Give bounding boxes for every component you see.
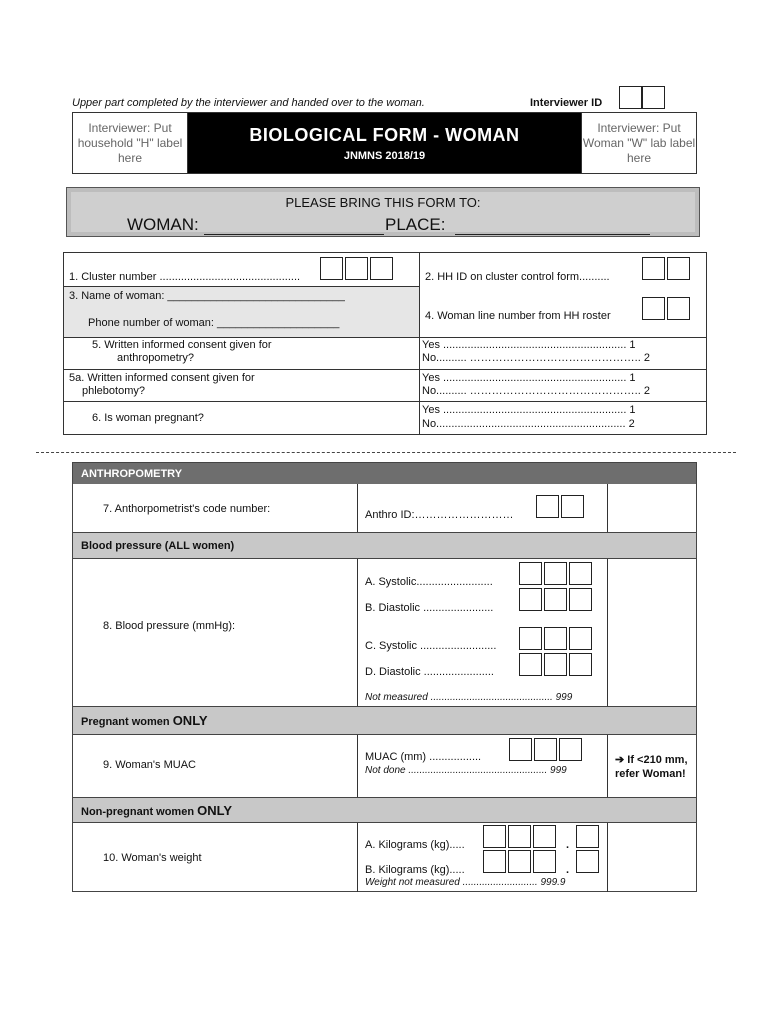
systolic-c-box[interactable] (569, 627, 592, 650)
kg-b-box[interactable] (533, 850, 556, 873)
systolic-c-field[interactable] (519, 627, 592, 650)
diastolic-b-label: B. Diastolic ....................... (365, 602, 494, 614)
anthropometry-title: ANTHROPOMETRY (73, 463, 696, 484)
weight-not-measured-option[interactable]: Weight not measured ........................... 999.9 (365, 877, 566, 888)
nonpregnant-section-label: Non-pregnant women (81, 806, 195, 818)
place-label: PLACE: (385, 215, 446, 234)
diastolic-b-box[interactable] (519, 588, 542, 611)
form-title: BIOLOGICAL FORM - WOMAN (249, 125, 520, 145)
bp-section-header: Blood pressure (ALL women) (73, 532, 696, 559)
anthro-id-label: Anthro ID:……………………… (365, 509, 514, 521)
kg-b-decimal-box[interactable] (576, 850, 599, 873)
place-line[interactable] (455, 234, 650, 235)
kg-a-decimal-box[interactable] (576, 825, 599, 848)
muac-box[interactable] (559, 738, 582, 761)
muac-label: MUAC (mm) ................. (365, 751, 482, 763)
interviewer-id-box[interactable] (642, 86, 665, 109)
q4-line-number-label: 4. Woman line number from HH roster (425, 310, 611, 322)
q5-consent-label: 5. Written informed consent given for (92, 339, 272, 351)
diastolic-d-box[interactable] (569, 653, 592, 676)
form-subtitle: JNMNS 2018/19 (343, 150, 426, 162)
cut-line (36, 452, 736, 453)
systolic-a-box[interactable] (519, 562, 542, 585)
systolic-a-label: A. Systolic......................... (365, 576, 493, 588)
pregnant-only-label: ONLY (172, 713, 208, 728)
q5-no-option[interactable]: No.......... ……………………………………….. 2 (422, 352, 650, 364)
q1-cluster-number-label: 1. Cluster number .............................................. (69, 271, 301, 283)
kg-a-decimal: . (566, 839, 570, 851)
diastolic-d-field[interactable] (519, 653, 592, 676)
q5-consent-label-2: anthropometry? (117, 352, 195, 364)
q6-pregnant-label: 6. Is woman pregnant? (92, 412, 204, 424)
q5-yes-option[interactable]: Yes ............................................................ 1 (422, 339, 636, 351)
cluster-number-field[interactable] (320, 257, 393, 280)
line-number-field[interactable] (642, 297, 690, 320)
pregnant-section-label: Pregnant women (81, 716, 170, 728)
systolic-c-label: C. Systolic ......................... (365, 640, 497, 652)
woman-label: WOMAN: (127, 215, 199, 234)
hh-id-box[interactable] (667, 257, 690, 280)
bp-not-measured-option[interactable]: Not measured ............................................ 999 (365, 692, 573, 703)
cluster-box[interactable] (320, 257, 343, 280)
anthro-id-box[interactable] (536, 495, 559, 518)
diastolic-d-box[interactable] (544, 653, 567, 676)
pregnant-section-header (73, 706, 696, 735)
systolic-c-box[interactable] (519, 627, 542, 650)
hh-id-box[interactable] (642, 257, 665, 280)
systolic-c-box[interactable] (544, 627, 567, 650)
q7-code-label: 7. Anthorpometrist's code number: (103, 503, 271, 515)
kg-b-box[interactable] (508, 850, 531, 873)
refer-note: ➔ If <210 mm, refer Woman! (615, 754, 688, 780)
kg-b-decimal-field[interactable] (576, 850, 599, 873)
q5a-consent-label-2: phlebotomy? (82, 385, 145, 397)
kg-b-field[interactable] (483, 850, 556, 873)
household-label-area: Interviewer: Put household "H" label here (73, 113, 188, 173)
diastolic-b-field[interactable] (519, 588, 592, 611)
anthro-id-box[interactable] (561, 495, 584, 518)
form-header (72, 112, 697, 174)
anthropometry-table (72, 462, 697, 892)
instruction-note: Upper part completed by the interviewer and handed over to the woman. (72, 97, 425, 109)
kg-b-decimal: . (566, 864, 570, 876)
q10-weight-label: 10. Woman's weight (103, 852, 202, 864)
kg-a-box[interactable] (483, 825, 506, 848)
identification-table (63, 252, 707, 435)
q9-muac-label: 9. Woman's MUAC (103, 759, 196, 771)
hh-id-field[interactable] (642, 257, 690, 280)
systolic-a-field[interactable] (519, 562, 592, 585)
form-title-block (188, 113, 581, 173)
diastolic-b-box[interactable] (569, 588, 592, 611)
kg-a-decimal-field[interactable] (576, 825, 599, 848)
q2-hh-id-label: 2. HH ID on cluster control form.......... (425, 271, 610, 283)
cluster-box[interactable] (370, 257, 393, 280)
kg-a-box[interactable] (533, 825, 556, 848)
diastolic-b-box[interactable] (544, 588, 567, 611)
line-number-box[interactable] (642, 297, 665, 320)
interviewer-id-box[interactable] (619, 86, 642, 109)
q6-no-option[interactable]: No.............................................................. 2 (422, 418, 635, 430)
muac-box[interactable] (534, 738, 557, 761)
muac-field[interactable] (509, 738, 582, 761)
interviewer-id-label: Interviewer ID (530, 97, 603, 109)
systolic-a-box[interactable] (544, 562, 567, 585)
interviewer-id-field[interactable] (619, 86, 665, 109)
nonpregnant-section-header (73, 797, 696, 823)
muac-not-done-option[interactable]: Not done .................................................. 999 (365, 765, 567, 776)
q8-bp-label: 8. Blood pressure (mmHg): (103, 620, 236, 632)
kg-a-label: A. Kilograms (kg)..... (365, 839, 465, 851)
q3-name-label: 3. Name of woman: _____________________________ (69, 290, 345, 302)
diastolic-d-label: D. Diastolic ....................... (365, 666, 494, 678)
q5a-yes-option[interactable]: Yes ............................................................ 1 (422, 372, 636, 384)
bring-form-block (66, 187, 700, 237)
q5a-consent-label: 5a. Written informed consent given for (69, 372, 255, 384)
kg-a-field[interactable] (483, 825, 556, 848)
nonpregnant-only-label: ONLY (197, 803, 233, 818)
systolic-a-box[interactable] (569, 562, 592, 585)
kg-b-label: B. Kilograms (kg)..... (365, 864, 465, 876)
phone-number-label: Phone number of woman: ____________________ (88, 317, 340, 329)
bring-title: PLEASE BRING THIS FORM TO: (285, 195, 481, 210)
line-number-box[interactable] (667, 297, 690, 320)
q6-yes-option[interactable]: Yes ............................................................ 1 (422, 404, 636, 416)
diastolic-d-box[interactable] (519, 653, 542, 676)
anthro-id-field[interactable] (536, 495, 584, 518)
cluster-box[interactable] (345, 257, 368, 280)
woman-label-area: Interviewer: Put Woman "W" lab label here (581, 113, 696, 173)
kg-b-box[interactable] (483, 850, 506, 873)
q5a-no-option[interactable]: No.......... ……………………………………….. 2 (422, 385, 650, 397)
muac-box[interactable] (509, 738, 532, 761)
kg-a-box[interactable] (508, 825, 531, 848)
woman-name-line[interactable] (204, 234, 384, 235)
